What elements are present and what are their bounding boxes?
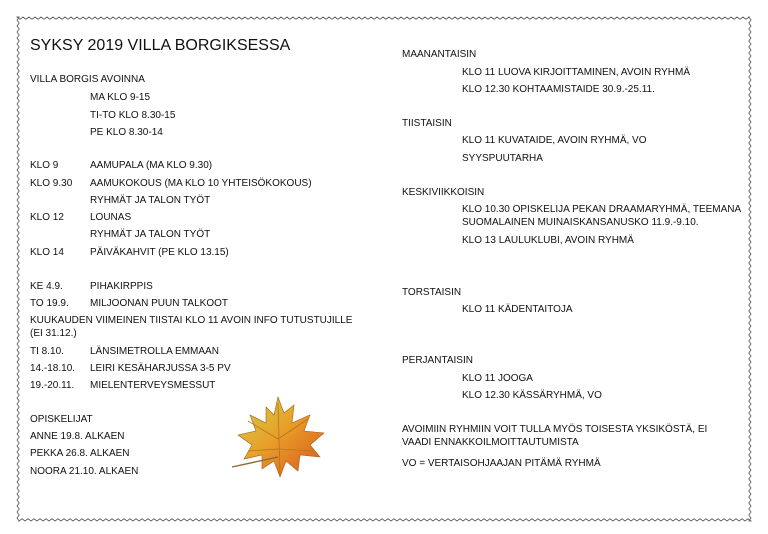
- opening-hours-mon: MA KLO 9-15: [90, 92, 151, 103]
- thursday-item: KLO 11 KÄDENTAITOJA: [462, 304, 573, 315]
- monday-item: KLO 11 LUOVA KIRJOITTAMINEN, AVOIN RYHMÄ: [462, 67, 691, 78]
- footnote-open-groups: AVOIMIIN RYHMIIN VOIT TULLA MYÖS TOISESTA YKSIKÖSTÄ, EI VAADI ENNAKKOILMOITTAUTUMISTA: [402, 424, 708, 448]
- opening-heading: VILLA BORGIS AVOINNA: [30, 74, 145, 85]
- opening-hours-tue-thu: TI-TO KLO 8.30-15: [90, 110, 176, 121]
- schedule-time: KLO 14: [30, 247, 64, 258]
- schedule-time: KLO 9: [30, 160, 59, 171]
- event-date: TI 8.10.: [30, 346, 64, 357]
- wednesday-item: KLO 10.30 OPISKELIJA PEKAN DRAAMARYHMÄ, TEEMANA SUOMALAINEN MUINAISKANSANUSKO 11.9.-9.10.: [462, 204, 741, 228]
- tuesday-heading: TIISTAISIN: [402, 118, 452, 129]
- wednesday-heading: KESKIVIIKKOISIN: [402, 187, 485, 198]
- opening-hours-fri: PE KLO 8.30-14: [90, 127, 163, 138]
- event-text: MIELENTERVEYSMESSUT: [90, 380, 216, 391]
- page-title: SYKSY 2019 VILLA BORGIKSESSA: [30, 37, 291, 54]
- student-item: ANNE 19.8. ALKAEN: [30, 431, 125, 442]
- students-heading: OPISKELIJAT: [30, 414, 93, 425]
- maple-leaf-icon: [228, 393, 332, 483]
- schedule-text: RYHMÄT JA TALON TYÖT: [90, 229, 211, 240]
- schedule-text: RYHMÄT JA TALON TYÖT: [90, 195, 211, 206]
- tuesday-item: KLO 11 KUVATAIDE, AVOIN RYHMÄ, VO: [462, 135, 647, 146]
- event-date: 14.-18.10.: [30, 363, 76, 374]
- event-text: PIHAKIRPPIS: [90, 281, 153, 292]
- event-text: LEIRI KESÄHARJUSSA 3-5 PV: [90, 363, 231, 374]
- schedule-text: LOUNAS: [90, 212, 132, 223]
- schedule-text: AAMUKOKOUS (MA KLO 10 YHTEISÖKOKOUS): [90, 178, 312, 189]
- event-text: MILJOONAN PUUN TALKOOT: [90, 298, 228, 309]
- friday-item: KLO 11 JOOGA: [462, 373, 533, 384]
- event-text: LÄNSIMETROLLA EMMAAN: [90, 346, 219, 357]
- schedule-text: PÄIVÄKAHVIT (PE KLO 13.15): [90, 247, 229, 258]
- monday-item: KLO 12.30 KOHTAAMISTAIDE 30.9.-25.11.: [462, 84, 655, 95]
- schedule-time: KLO 12: [30, 212, 64, 223]
- student-item: NOORA 21.10. ALKAEN: [30, 466, 139, 477]
- event-date: KE 4.9.: [30, 281, 63, 292]
- schedule-time: KLO 9.30: [30, 178, 73, 189]
- tuesday-item: SYYSPUUTARHA: [462, 153, 543, 164]
- wednesday-item: KLO 13 LAULUKLUBI, AVOIN RYHMÄ: [462, 235, 634, 246]
- info-line: KUUKAUDEN VIIMEINEN TIISTAI KLO 11 AVOIN INFO TUTUSTUJILLE (EI 31.12.): [30, 315, 353, 339]
- event-date: 19.-20.11.: [30, 380, 75, 391]
- thursday-heading: TORSTAISIN: [402, 287, 462, 298]
- monday-heading: MAANANTAISIN: [402, 49, 477, 60]
- event-date: TO 19.9.: [30, 298, 69, 309]
- footnote-vo: VO = VERTAISOHJAAJAN PITÄMÄ RYHMÄ: [402, 458, 601, 469]
- friday-heading: PERJANTAISIN: [402, 355, 473, 366]
- student-item: PEKKA 26.8. ALKAEN: [30, 448, 130, 459]
- schedule-text: AAMUPALA (MA KLO 9.30): [90, 160, 213, 171]
- friday-item: KLO 12.30 KÄSSÄRYHMÄ, VO: [462, 390, 602, 401]
